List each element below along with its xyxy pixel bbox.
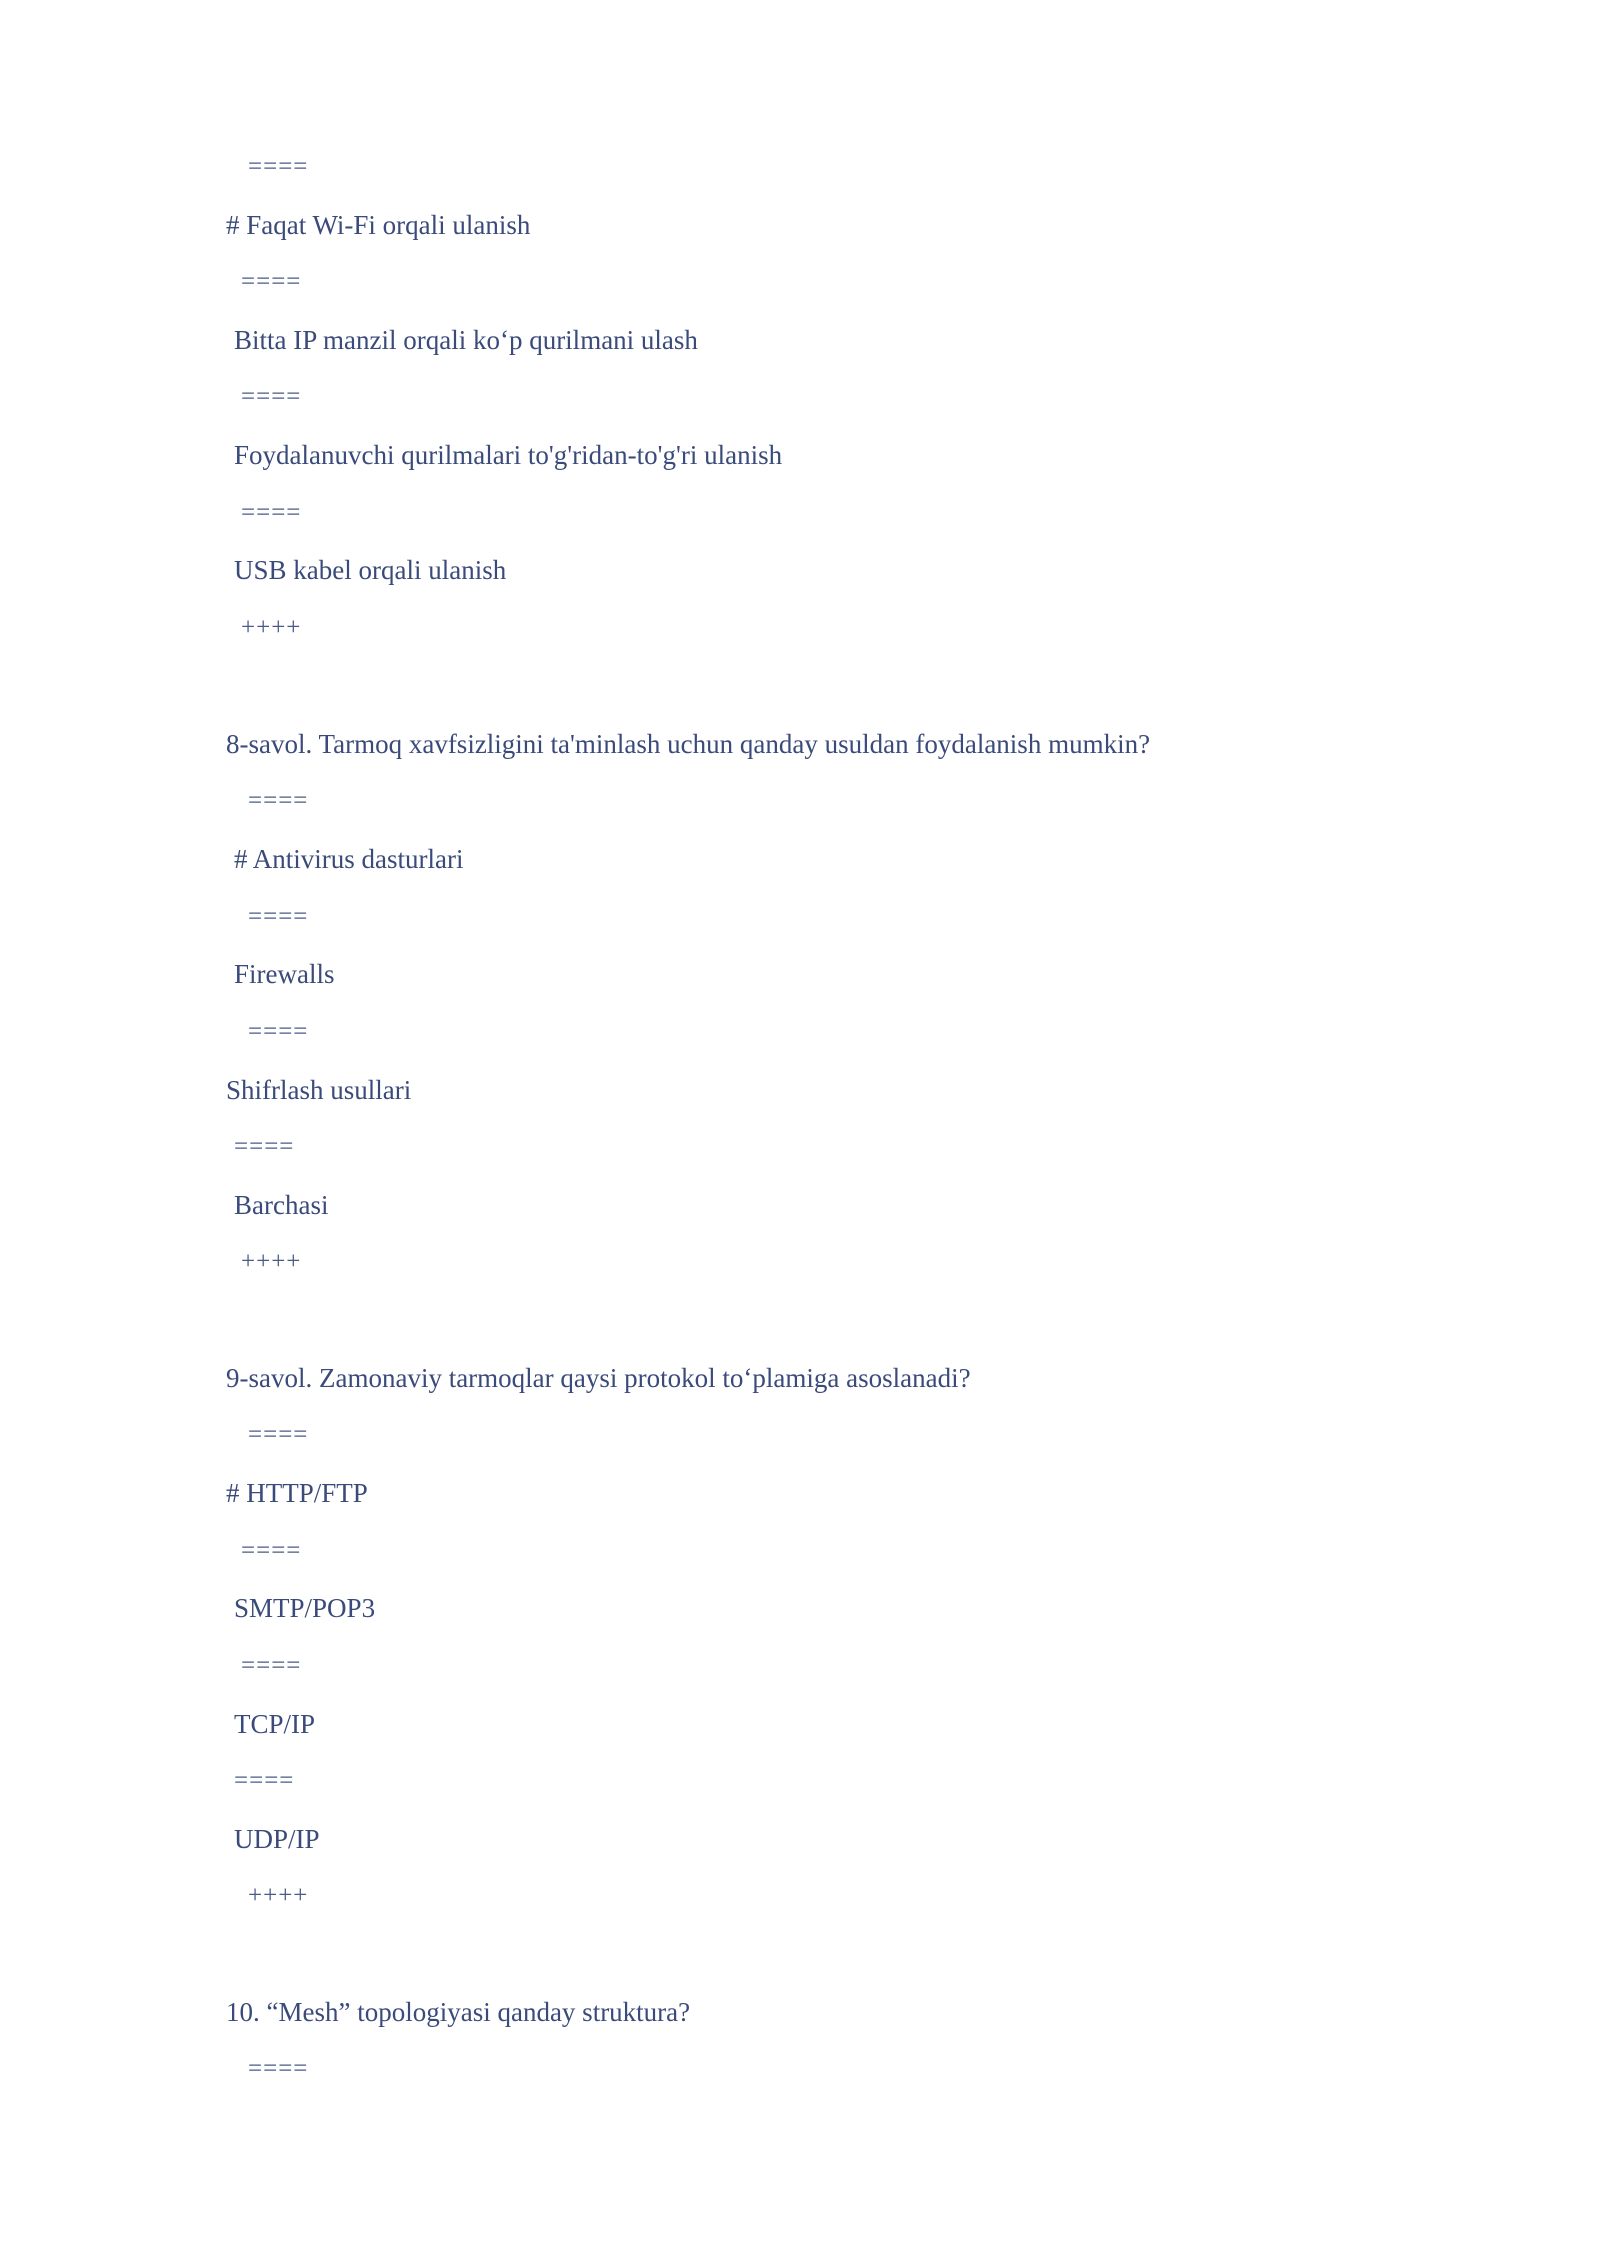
- answer-option-correct: # Antivirus dasturlari: [234, 844, 464, 874]
- separator: ====: [248, 153, 309, 180]
- separator: ====: [234, 1767, 295, 1794]
- answer-option: Foydalanuvchi qurilmalari to'g'ridan-to'g'ri ulanish: [234, 440, 783, 470]
- answer-option: Barchasi: [234, 1190, 329, 1220]
- separator: ====: [241, 499, 302, 526]
- question-10: 10. “Mesh” topologiyasi qanday struktura?: [226, 1997, 691, 2027]
- answer-option: Shifrlash usullari: [226, 1075, 412, 1105]
- answer-option: USB kabel orqali ulanish: [234, 555, 507, 585]
- end-marker: ++++: [241, 1248, 302, 1275]
- question-8: 8-savol. Tarmoq xavfsizligini ta'minlash uchun qanday usuldan foydalanish mumkin?: [226, 729, 1151, 759]
- answer-option-correct: # Faqat Wi-Fi orqali ulanish: [226, 210, 531, 240]
- separator: ====: [248, 2055, 309, 2082]
- separator: ====: [248, 1018, 309, 1045]
- separator: ====: [241, 383, 302, 410]
- separator: ====: [248, 787, 309, 814]
- separator: ====: [241, 268, 302, 295]
- answer-option: SMTP/POP3: [234, 1593, 376, 1623]
- answer-option-correct: # HTTP/FTP: [226, 1478, 368, 1508]
- separator: ====: [248, 903, 309, 930]
- answer-option: Bitta IP manzil orqali ko‘p qurilmani ulash: [234, 325, 698, 355]
- answer-option: UDP/IP: [234, 1824, 320, 1854]
- end-marker: ++++: [248, 1882, 309, 1909]
- separator: ====: [248, 1421, 309, 1448]
- end-marker: ++++: [241, 614, 302, 641]
- answer-option: Firewalls: [234, 959, 335, 989]
- separator: ====: [241, 1652, 302, 1679]
- answer-option: TCP/IP: [234, 1709, 316, 1739]
- separator: ====: [241, 1537, 302, 1564]
- separator: ====: [234, 1133, 295, 1160]
- question-9: 9-savol. Zamonaviy tarmoqlar qaysi protokol to‘plamiga asoslanadi?: [226, 1363, 971, 1393]
